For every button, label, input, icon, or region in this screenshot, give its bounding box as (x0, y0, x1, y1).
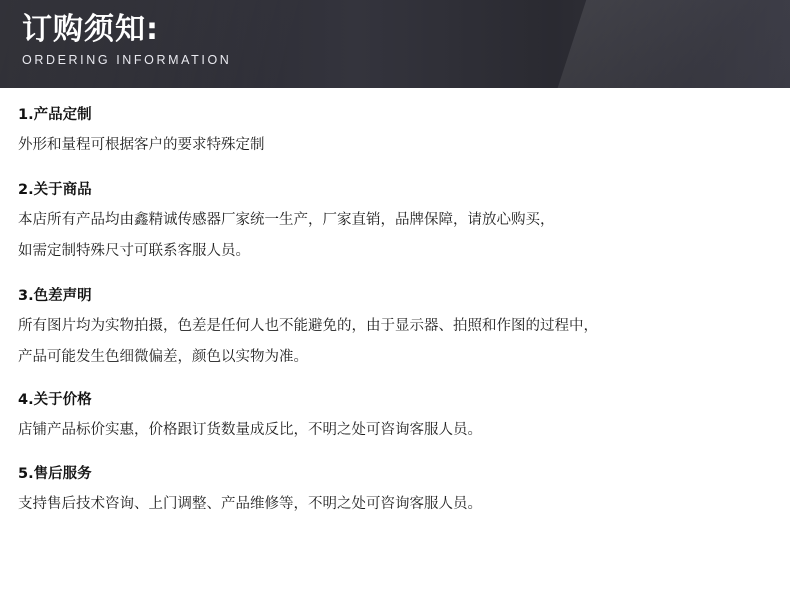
page-header-banner (0, 0, 790, 88)
section-after-sales (18, 459, 772, 520)
section-line: 产品可能发生色细微偏差，颜色以实物为准。 (18, 349, 308, 365)
section-title: 3.色差声明 (18, 288, 92, 304)
section-line: 本店所有产品均由鑫精诚传感器厂家统一生产，厂家直销，品牌保障，请放心购买， (18, 212, 555, 228)
page-subtitle: ORDERING INFORMATION (22, 53, 232, 67)
section-line: 所有图片均为实物拍摄，色差是任何人也不能避免的，由于显示器、拍照和作图的过程中， (18, 318, 598, 334)
section-color-difference (18, 281, 772, 373)
section-title: 4.关于价格 (18, 392, 92, 408)
section-title: 1.产品定制 (18, 107, 92, 123)
section-about-product (18, 175, 772, 267)
section-line: 外形和量程可根据客户的要求特殊定制 (18, 137, 265, 153)
section-line: 如需定制特殊尺寸可联系客服人员。 (18, 243, 250, 259)
section-about-price (18, 385, 772, 446)
section-title: 5.售后服务 (18, 466, 92, 482)
section-line: 支持售后技术咨询、上门调整、产品维修等，不明之处可咨询客服人员。 (18, 496, 482, 512)
page-title: 订购须知: (22, 12, 159, 47)
header-text-block (22, 10, 231, 68)
section-title: 2.关于商品 (18, 182, 92, 198)
content-body (0, 88, 790, 520)
section-line: 店铺产品标价实惠，价格跟订货数量成反比，不明之处可咨询客服人员。 (18, 422, 482, 438)
section-product-customization (18, 100, 772, 161)
